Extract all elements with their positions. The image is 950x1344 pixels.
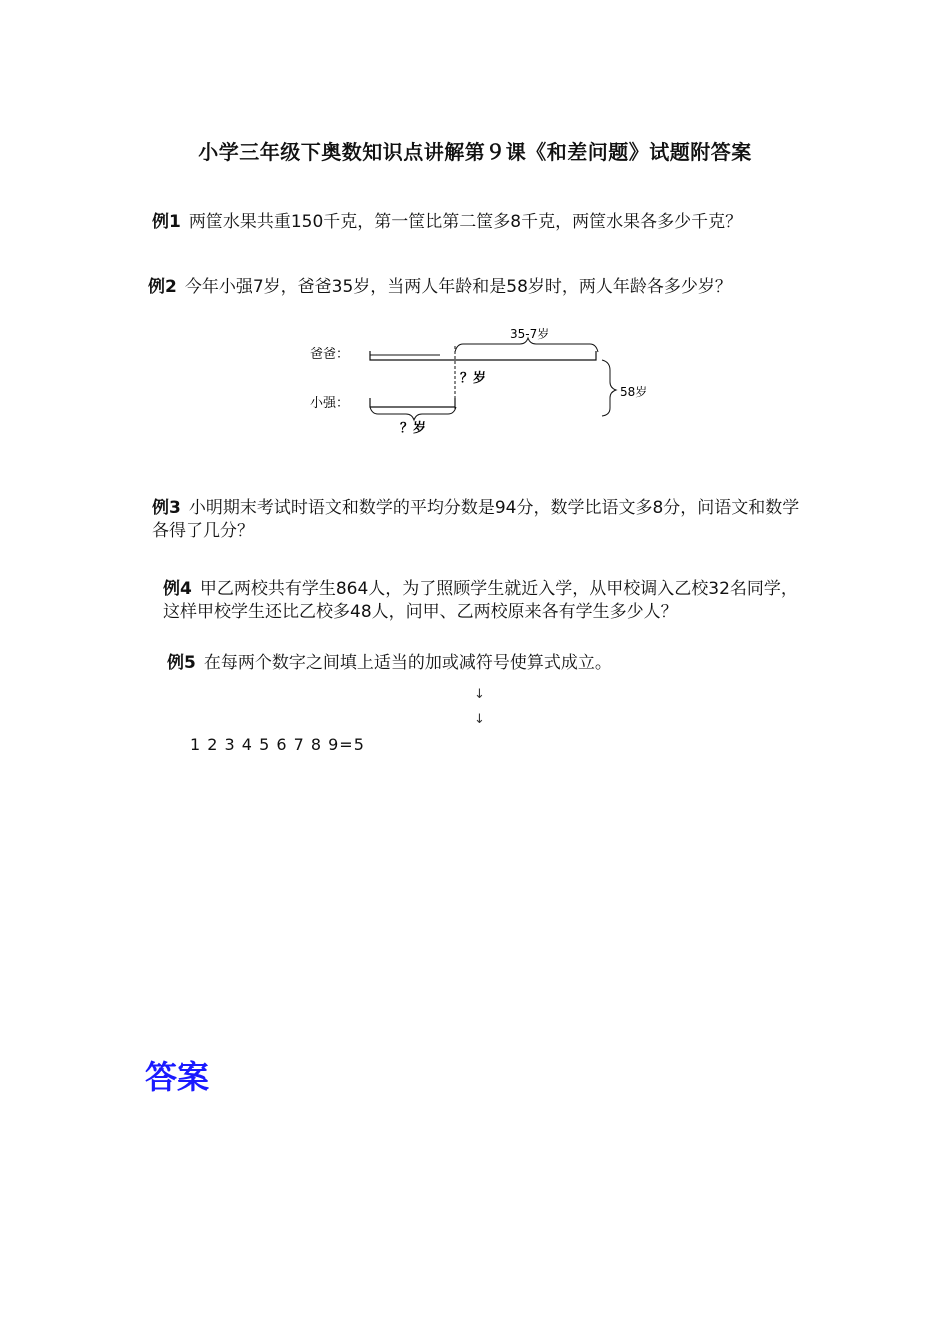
equation: 1 2 3 4 5 6 7 8 9=5: [190, 735, 365, 754]
example-4-text: 甲乙两校共有学生864人，为了照顾学生就近入学，从甲校调入乙校32名同学，这样甲校学生还比乙校多48人，问甲、乙两校原来各有学生多少人？: [163, 579, 798, 622]
qiang-brace: [370, 407, 456, 420]
total-brace: [602, 360, 616, 416]
total-label: 58岁: [620, 385, 648, 399]
answer-heading: 答案: [145, 1058, 210, 1096]
unknown-middle-label: ？岁: [460, 371, 487, 386]
example-3: [152, 497, 802, 543]
example-1-label: 例1: [152, 212, 181, 232]
qiang-label: 小强：: [310, 396, 350, 411]
diff-label: 35-7岁: [510, 327, 550, 341]
page-title: 小学三年级下奥数知识点讲解第９课《和差问题》试题附答案: [198, 140, 752, 164]
example-4-label: 例4: [163, 579, 192, 599]
down-arrow-icon: ↓: [474, 712, 485, 727]
example-4: [163, 578, 803, 624]
qiang-segment: [370, 398, 455, 407]
example-2-text: 今年小强7岁，爸爸35岁，当两人年龄和是58岁时，两人年龄各多少岁？: [184, 277, 732, 297]
example-5-label: 例5: [167, 653, 196, 673]
unknown-bottom-label: ？岁: [400, 421, 427, 436]
example-3-text: 小明期末考试时语文和数学的平均分数是94分，数学比语文多8分，问语文和数学各得了几分？: [152, 498, 800, 541]
dad-label: 爸爸：: [310, 347, 350, 362]
example-5-text: 在每两个数字之间填上适当的加或减符号使算式成立。: [203, 653, 612, 673]
example-2-label: 例2: [148, 277, 177, 297]
example-1: [152, 211, 742, 234]
example-2: [148, 276, 732, 299]
age-line-diagram: [300, 318, 660, 438]
example-5: [167, 652, 612, 675]
example-1-text: 两筐水果共重150千克，第一筐比第二筐多8千克，两筐水果各多少千克？: [188, 212, 743, 232]
example-3-label: 例3: [152, 498, 181, 518]
down-arrow-icon: ↓: [474, 687, 485, 702]
